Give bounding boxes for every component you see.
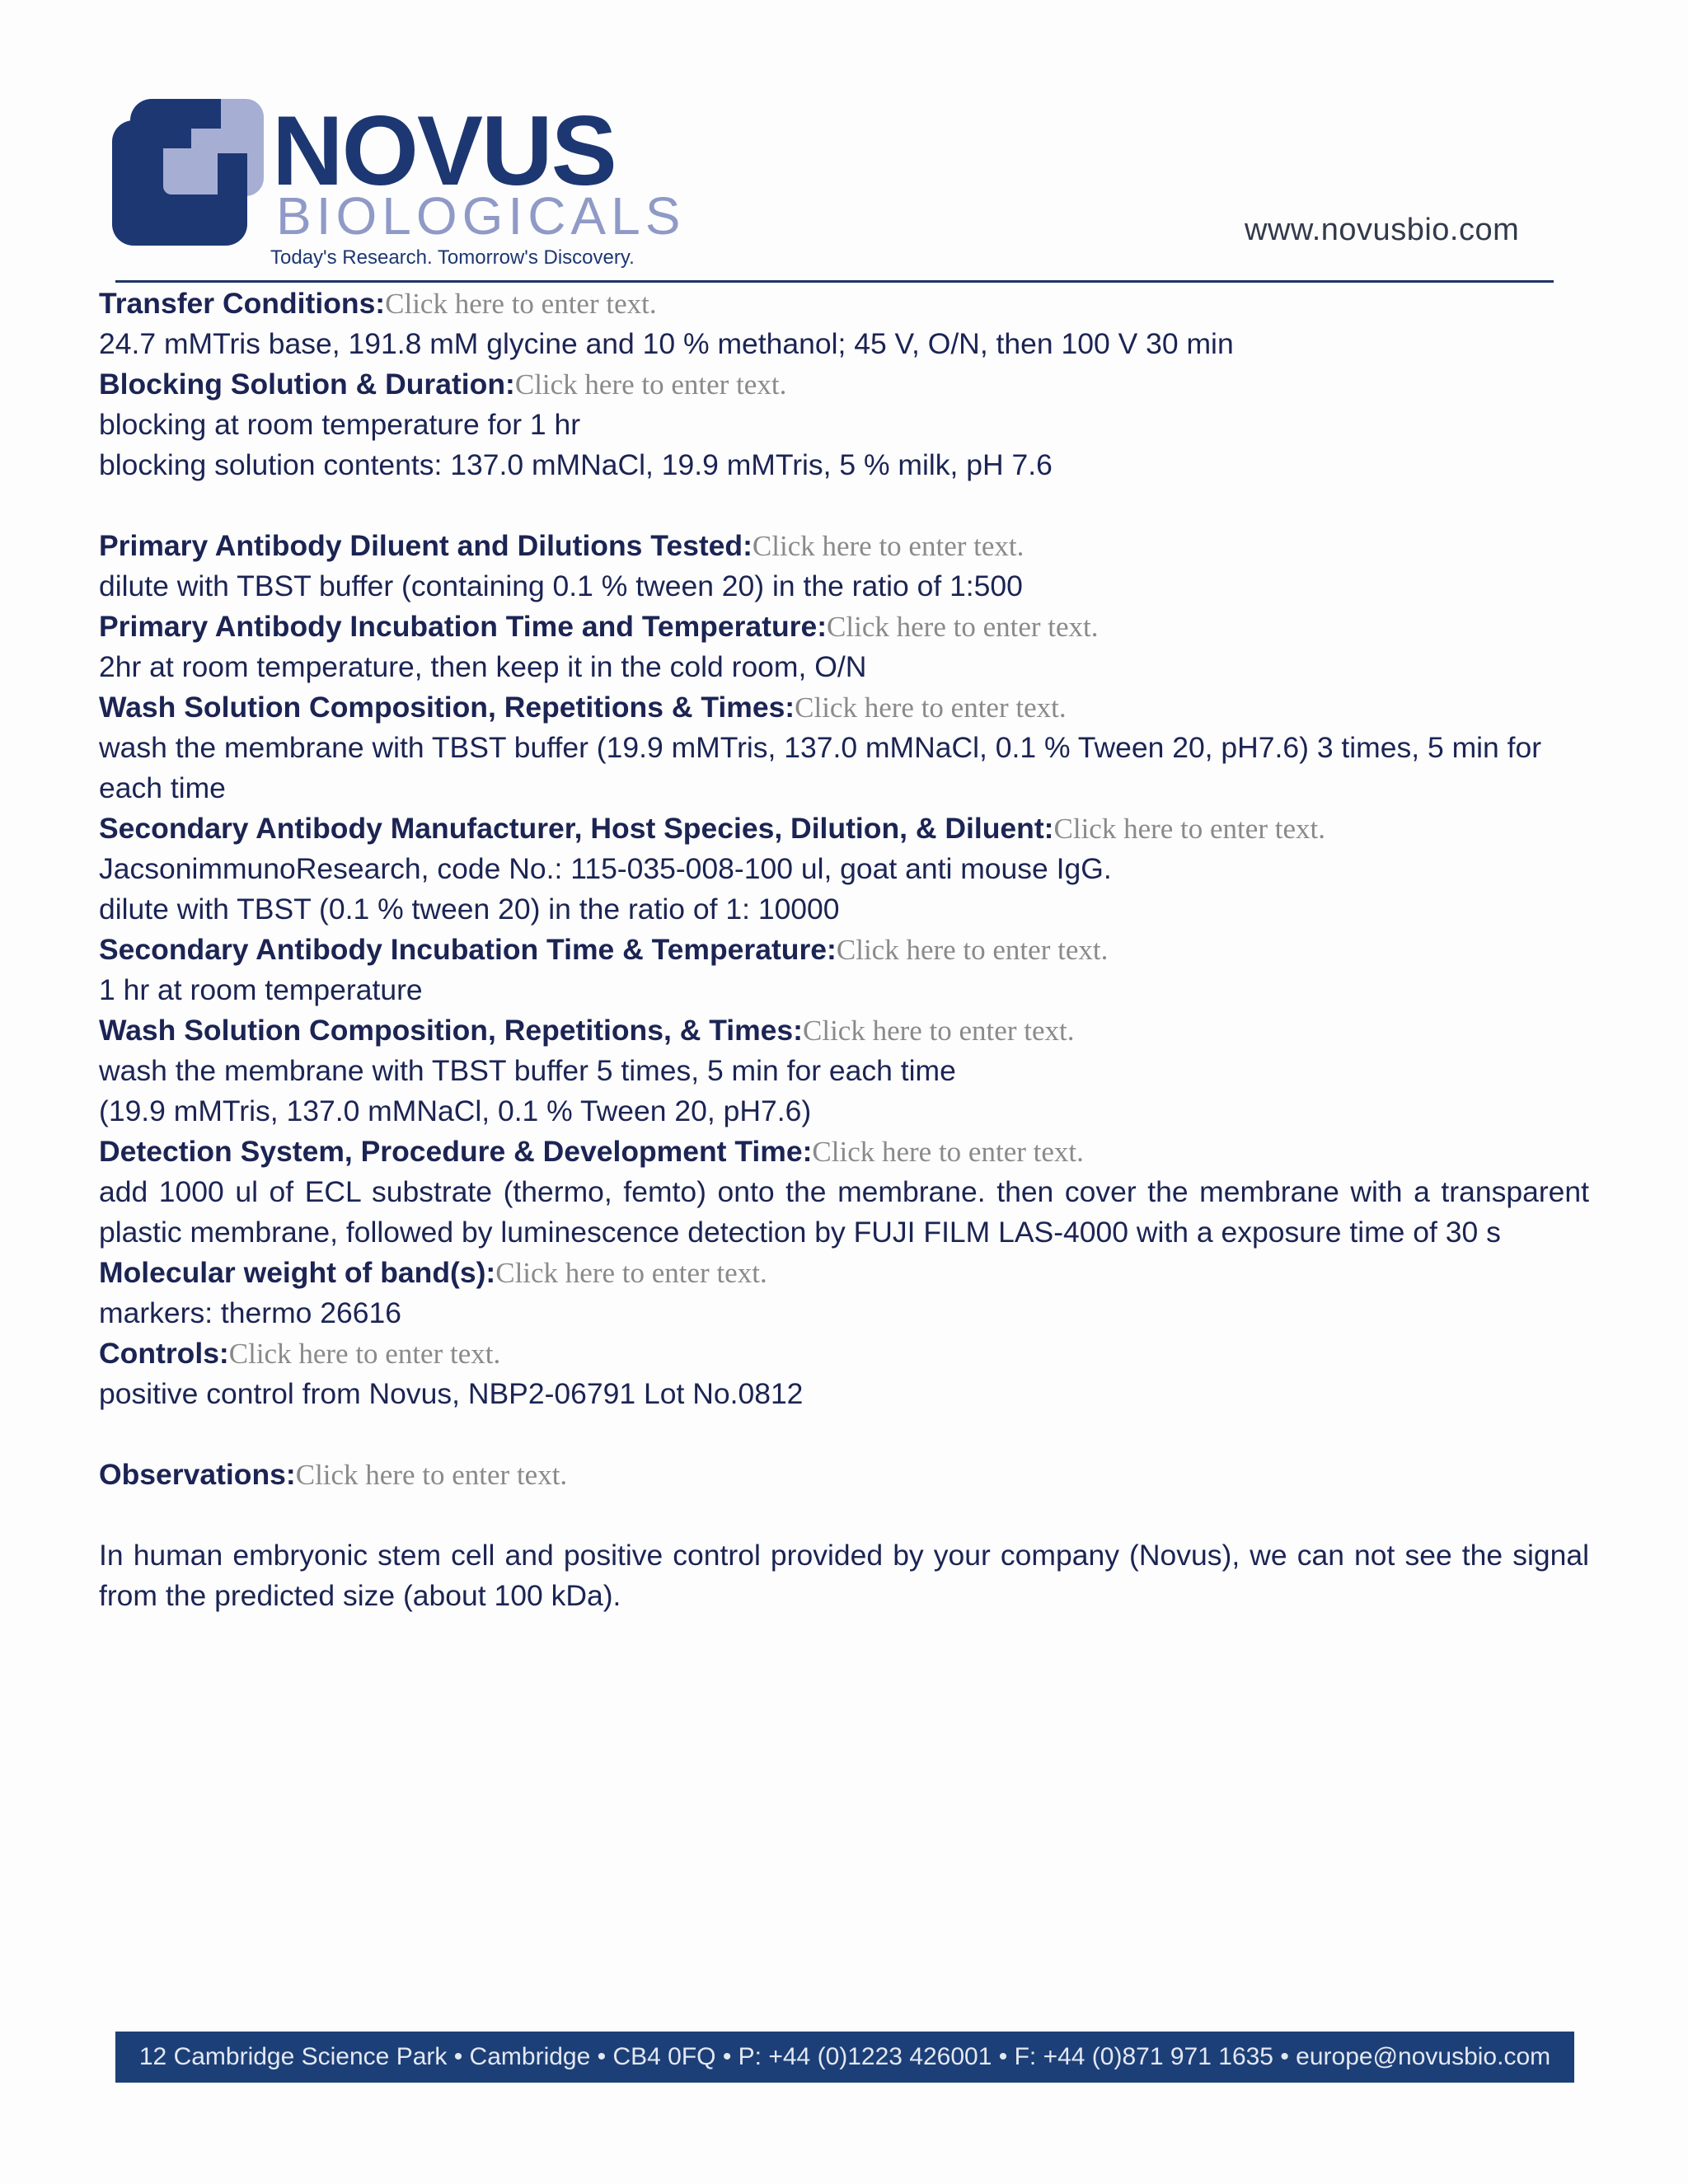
footer-address-bar [115, 2032, 1574, 2083]
section-heading-primary-diluent [99, 526, 1589, 566]
section-heading-secondary-incubation [99, 930, 1589, 970]
header-divider [115, 280, 1554, 283]
placeholder-field[interactable]: Click here to enter text. [795, 691, 1067, 724]
field-label: Molecular weight of band(s): [99, 1256, 496, 1289]
section-heading-secondary-manufacturer [99, 808, 1589, 849]
field-value: markers: thermo 26616 [99, 1296, 401, 1329]
field-label: Controls: [99, 1337, 229, 1370]
field-value: 24.7 mMTris base, 191.8 mM glycine and 10 % methanol; 45 V, O/N, then 100 V 30 min [99, 327, 1234, 360]
website-url[interactable]: www.novusbio.com [1245, 213, 1520, 247]
placeholder-field[interactable]: Click here to enter text. [514, 368, 787, 401]
placeholder-field[interactable]: Click here to enter text. [495, 1257, 767, 1289]
section-heading-blocking [99, 364, 1589, 405]
section-heading-wash-1 [99, 687, 1589, 728]
field-value: blocking at room temperature for 1 hr [99, 408, 581, 441]
field-label: Secondary Antibody Manufacturer, Host Species, Dilution, & Diluent: [99, 812, 1054, 845]
placeholder-field[interactable]: Click here to enter text. [385, 288, 657, 320]
blank-line [99, 485, 1589, 526]
document-body [99, 284, 1589, 1616]
section-heading-observations [99, 1455, 1589, 1495]
field-value: add 1000 ul of ECL substrate (thermo, femto) onto the membrane. then cover the membrane with a transparent plastic membrane, followed by luminescence detection by FUJI FILM LAS-4000 with a exposure time of 30 s [99, 1175, 1589, 1249]
placeholder-field[interactable]: Click here to enter text. [228, 1338, 501, 1370]
footer-contact-text: 12 Cambridge Science Park • Cambridge • CB4 0FQ • P: +44 (0)1223 426001 • F: +44 (0)871 971 1635 • europe@novusbio.com [138, 2043, 1551, 2070]
field-value: positive control from Novus, NBP2-06791 Lot No.0812 [99, 1377, 804, 1410]
field-value: wash the membrane with TBST buffer (19.9 mMTris, 137.0 mMNaCl, 0.1 % Tween 20, pH7.6) 3 times, 5 min for each time [99, 731, 1542, 804]
section-heading-transfer [99, 284, 1589, 324]
field-label: Transfer Conditions: [99, 287, 386, 320]
blank-line [99, 1414, 1589, 1455]
placeholder-field[interactable]: Click here to enter text. [752, 530, 1025, 562]
placeholder-field[interactable]: Click here to enter text. [1053, 813, 1325, 845]
field-value: dilute with TBST (0.1 % tween 20) in the ratio of 1: 10000 [99, 893, 840, 926]
field-label: Detection System, Procedure & Development Time: [99, 1135, 813, 1168]
field-label: Observations: [99, 1458, 296, 1491]
field-label: Wash Solution Composition, Repetitions & Times: [99, 691, 795, 724]
field-value: 1 hr at room temperature [99, 973, 423, 1006]
placeholder-field[interactable]: Click here to enter text. [295, 1459, 568, 1491]
placeholder-field[interactable]: Click here to enter text. [836, 934, 1109, 966]
section-heading-detection [99, 1132, 1589, 1172]
section-heading-controls [99, 1333, 1589, 1374]
novus-logo [107, 92, 717, 274]
field-value: (19.9 mMTris, 137.0 mMNaCl, 0.1 % Tween 20, pH7.6) [99, 1094, 812, 1127]
field-label: Blocking Solution & Duration: [99, 368, 515, 401]
logo-tagline: Today's Research. Tomorrow's Discovery. [270, 246, 635, 269]
logo-subname: BIOLOGICALS [276, 186, 686, 246]
field-value: 2hr at room temperature, then keep it in the cold room, O/N [99, 650, 867, 683]
field-value: wash the membrane with TBST buffer 5 times, 5 min for each time [99, 1054, 956, 1087]
section-heading-molecular-weight [99, 1253, 1589, 1293]
field-label: Primary Antibody Incubation Time and Temperature: [99, 610, 828, 643]
field-label: Secondary Antibody Incubation Time & Temperature: [99, 933, 837, 966]
logo-name: NOVUS [272, 96, 616, 206]
placeholder-field[interactable]: Click here to enter text. [803, 1015, 1075, 1047]
field-label: Wash Solution Composition, Repetitions, & Times: [99, 1014, 803, 1047]
field-value: dilute with TBST buffer (containing 0.1 % tween 20) in the ratio of 1:500 [99, 569, 1023, 602]
placeholder-field[interactable]: Click here to enter text. [827, 611, 1099, 643]
section-heading-wash-2 [99, 1010, 1589, 1051]
section-heading-primary-incubation [99, 607, 1589, 647]
blank-line [99, 1495, 1589, 1535]
field-value: In human embryonic stem cell and positive control provided by your company (Novus), we can not see the signal from the predicted size (about 100 kDa). [99, 1539, 1589, 1612]
field-value: JacsonimmunoResearch, code No.: 115-035-008-100 ul, goat anti mouse IgG. [99, 852, 1112, 885]
field-label: Primary Antibody Diluent and Dilutions Tested: [99, 529, 753, 562]
field-value: blocking solution contents: 137.0 mMNaCl, 19.9 mMTris, 5 % milk, pH 7.6 [99, 448, 1053, 481]
placeholder-field[interactable]: Click here to enter text. [812, 1136, 1084, 1168]
